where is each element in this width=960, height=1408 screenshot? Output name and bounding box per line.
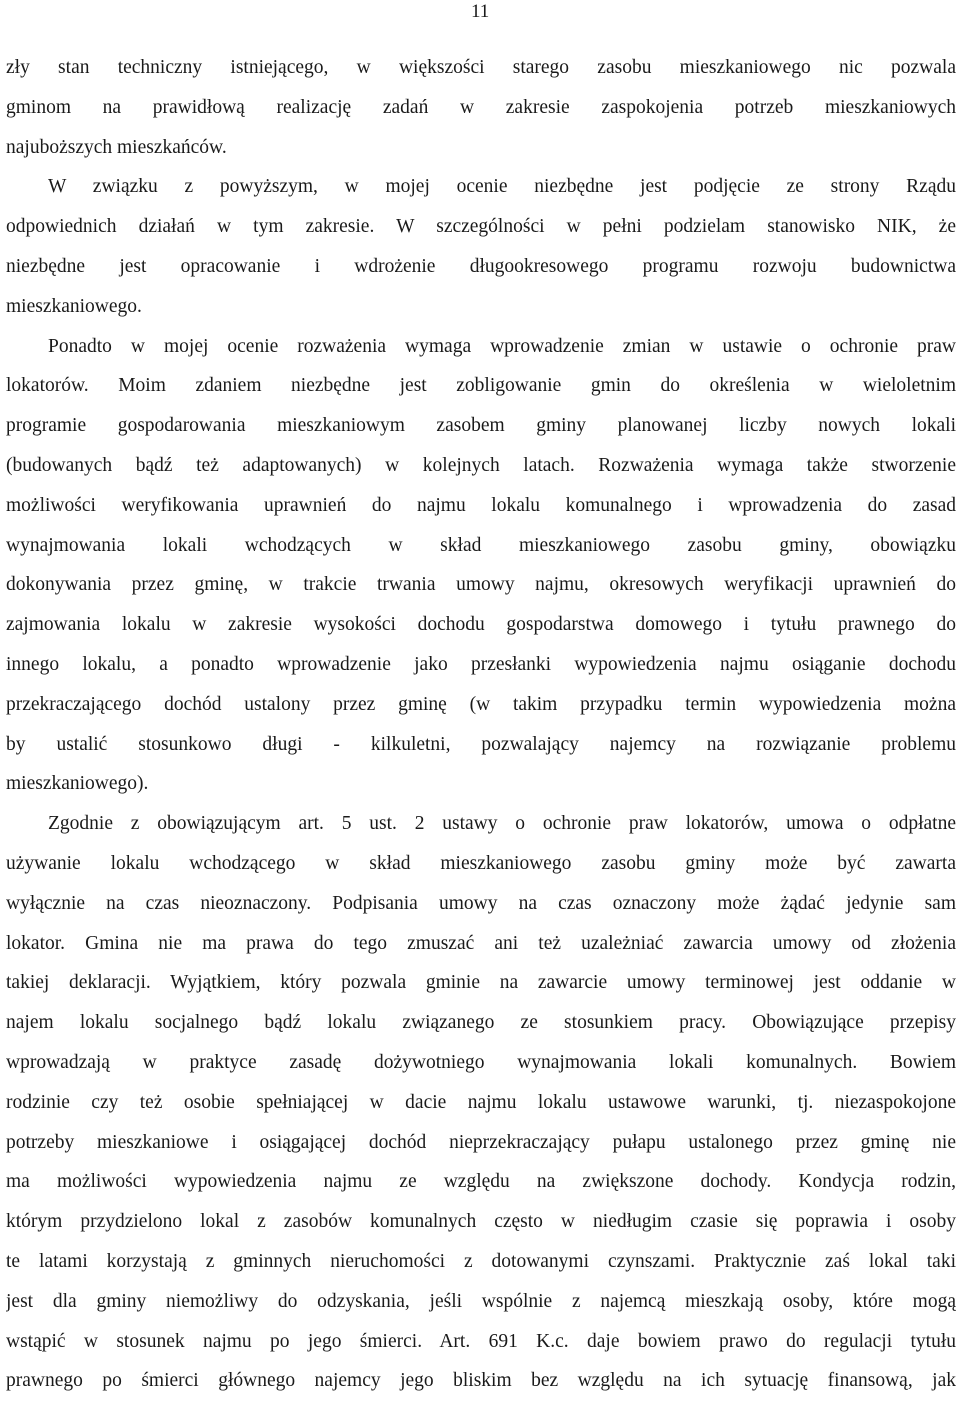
text-line: te latami korzystają z gminnych nieruchomości z dotowanymi czynszami. Praktycznie zaś lokal taki [6,1250,956,1272]
text-line: używanie lokalu wchodzącego w skład mieszkaniowego zasobu gminy może być zawarta [6,852,956,874]
page-number: 11 [471,1,490,22]
text-line: lokatorów. Moim zdaniem niezbędne jest zobligowanie gmin do określenia w wieloletnim [6,375,956,397]
text-line: rodzinie czy też osobie spełniającej w dacie najmu lokalu ustawowe warunki, tj. niezaspokojone [6,1091,956,1113]
text-line: najuboższych mieszkańców. [6,136,227,158]
text-line: takiej deklaracji. Wyjątkiem, który pozwala gminie na zawarcie umowy terminowej jest oddanie w [6,972,956,994]
text-line: wyłącznie na czas nieoznaczony. Podpisania umowy na czas oznaczony może żądać jedynie sam [6,892,956,914]
text-line: Ponadto w mojej ocenie rozważenia wymaga wprowadzenie zmian w ustawie o ochronie praw [48,335,956,357]
text-line: wynajmowania lokali wchodzących w skład mieszkaniowego zasobu gminy, obowiązku [6,534,956,556]
text-line: wstąpić w stosunek najmu po jego śmierci. Art. 691 K.c. daje bowiem prawo do regulacji tytułu [6,1330,956,1352]
text-line: programie gospodarowania mieszkaniowym zasobem gminy planowanej liczby nowych lokali [6,415,956,437]
text-line: innego lokalu, a ponadto wprowadzenie jako przesłanki wypowiedzenia najmu osiąganie dochodu [6,653,956,675]
text-line: zły stan techniczny istniejącego, w większości starego zasobu mieszkaniowego nic pozwala [6,57,956,78]
text-line: najem lokalu socjalnego bądź lokalu związanego ze stosunkiem pracy. Obowiązujące przepisy [6,1012,956,1034]
text-line: którym przydzielono lokal z zasobów komunalnych często w niedługim czasie się poprawia i osoby [6,1211,956,1233]
text-line: gminom na prawidłową realizację zadań w zakresie zaspokojenia potrzeb mieszkaniowych [6,96,956,118]
text-line: możliwości weryfikowania uprawnień do najmu lokalu komunalnego i wprowadzenia do zasad [6,494,956,516]
text-line: ma możliwości wypowiedzenia najmu ze względu na zwiększone dochody. Kondycja rodzin, [6,1171,956,1193]
text-line: odpowiednich działań w tym zakresie. W szczególności w pełni podzielam stanowisko NIK, że [6,216,956,238]
text-line: przekraczającego dochód ustalony przez gminę (w takim przypadku termin wypowiedzenia można [6,693,956,715]
document-body [6,48,956,1401]
text-line: W związku z powyższym, w mojej ocenie niezbędne jest podjęcie ze strony Rządu [48,176,956,198]
text-line: Zgodnie z obowiązującym art. 5 ust. 2 ustawy o ochronie praw lokatorów, umowa o odpłatne [48,813,956,835]
text-line: mieszkaniowego). [6,773,149,795]
text-line: by ustalić stosunkowo długi - kilkuletni, pozwalający najemcy na rozwiązanie problemu [6,733,956,755]
text-line: potrzeby mieszkaniowe i osiągającej dochód nieprzekraczający pułapu ustalonego przez gminę nie [6,1131,956,1153]
text-line: dokonywania przez gminę, w trakcie trwania umowy najmu, okresowych weryfikacji uprawnień do [6,574,956,596]
text-line: jest dla gminy niemożliwy do odzyskania, jeśli wspólnie z najemcą mieszkają osoby, które mogą [6,1290,956,1312]
text-line: prawnego po śmierci głównego najemcy jego bliskim bez względu na ich sytuację finansową, jak [6,1370,956,1392]
text-line: mieszkaniowego. [6,295,142,317]
text-line: (budowanych bądź też adaptowanych) w kolejnych latach. Rozważenia wymaga także stworzenie [6,454,956,476]
text-line: lokator. Gmina nie ma prawa do tego zmuszać ani też uzależniać zawarcia umowy od złożenia [6,932,956,954]
text-line: zajmowania lokalu w zakresie wysokości dochodu gospodarstwa domowego i tytułu prawnego do [6,614,956,636]
text-line: wprowadzają w praktyce zasadę dożywotniego wynajmowania lokali komunalnych. Bowiem [6,1051,956,1073]
text-line: niezbędne jest opracowanie i wdrożenie długookresowego programu rozwoju budownictwa [6,255,956,277]
